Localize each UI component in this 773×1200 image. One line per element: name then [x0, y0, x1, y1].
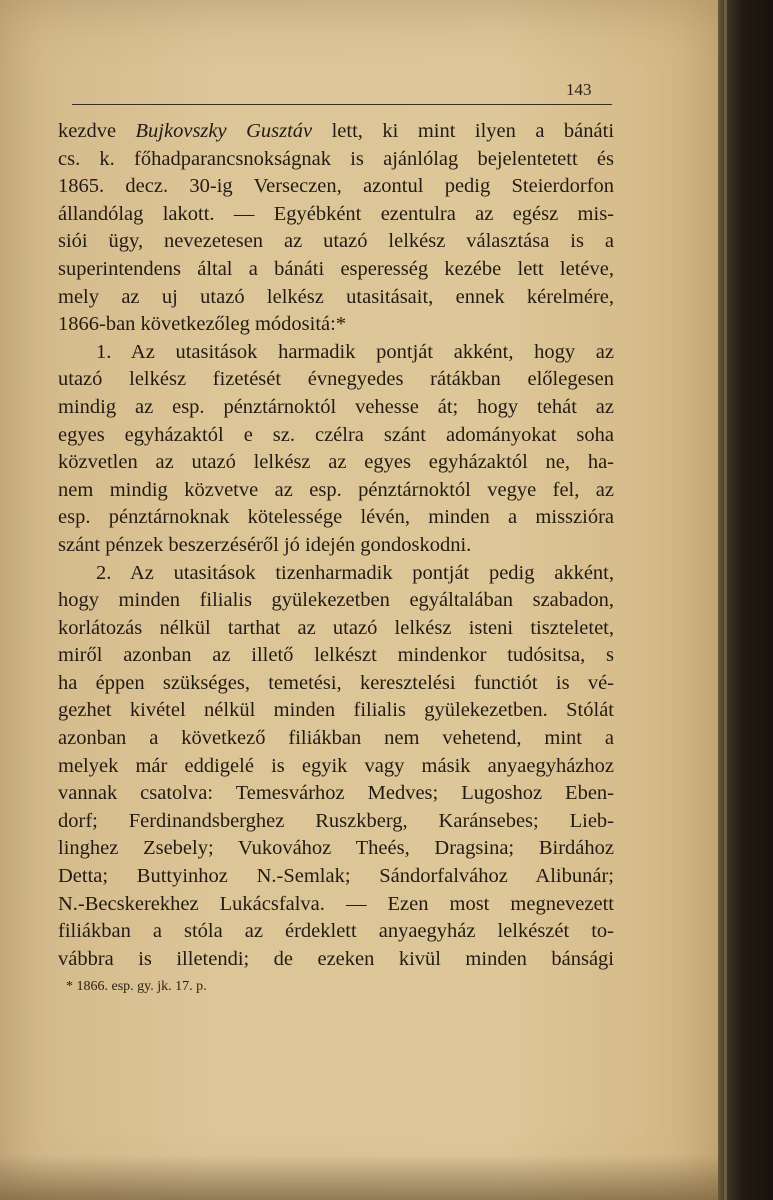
text-line: esp. pénztárnoknak kötelessége lévén, minden a misszióra	[58, 506, 614, 529]
text-line: cs. k. főhadparancsnokságnak is ajánlólag bejelentetett és	[58, 147, 614, 170]
text-line: superintendens által a bánáti esperesség kezébe lett letéve,	[58, 257, 614, 280]
text-line: vannak csatolva: Temesvárhoz Medves; Lugoshoz Eben-	[58, 782, 614, 805]
text-line: gezhet kivétel nélkül minden filialis gyülekezetben. Stólát	[58, 699, 614, 722]
text-line: linghez Zsebely; Vukovához Theés, Dragsina; Birdához	[58, 837, 614, 860]
text-line: mely az uj utazó lelkész utasitásait, ennek kérelmére,	[58, 285, 614, 308]
page-bottom-edge	[0, 1155, 718, 1200]
text-line: 2. Az utasitások tizenharmadik pontját pedig akként,	[96, 561, 614, 584]
line-end: lett, ki mint ilyen a bánáti	[312, 120, 615, 142]
text-line: állandólag lakott. — Egyébként ezentulra az egész mis-	[58, 202, 614, 225]
text-line: korlátozás nélkül tarthat az utazó lelkész isteni tiszteletet,	[58, 616, 614, 639]
text-line: közvetlen az utazó lelkész az egyes egyházaktól ne, ha-	[58, 451, 614, 474]
book-binding	[718, 0, 773, 1200]
header-rule	[72, 104, 612, 105]
text-line: Detta; Buttyinhoz N.-Semlak; Sándorfalvához Alibunár;	[58, 865, 614, 888]
text-line: ha éppen szükséges, temetési, keresztelési functiót is vé-	[58, 671, 614, 694]
text-line: filiákban a stóla az érdeklett anyaegyház lelkészét to-	[58, 920, 614, 943]
page-number: 143	[566, 80, 592, 99]
line-start: kezdve	[58, 120, 136, 142]
text-line	[58, 118, 614, 146]
text-line: egyes egyházaktól e sz. czélra szánt adományokat soha	[58, 423, 614, 446]
text-line: N.-Becskerekhez Lukácsfalva. — Ezen most megnevezett	[58, 892, 614, 915]
text-line: mindig az esp. pénztárnoktól vehesse át; hogy tehát az	[58, 395, 614, 418]
text-line: utazó lelkész fizetését évnegyedes rátákban előlegesen	[58, 368, 614, 391]
text-line: melyek már eddigelé is egyik vagy másik anyaegyházhoz	[58, 754, 614, 777]
text-line: szánt pénzek beszerzéséről jó idején gondoskodni.	[58, 533, 472, 556]
body-text	[58, 118, 614, 973]
footnote: * 1866. esp. gy. jk. 17. p.	[66, 979, 207, 994]
italic-name: Bujkovszky Gusztáv	[135, 120, 313, 142]
text-line: dorf; Ferdinandsberghez Ruszkberg, Karánsebes; Lieb-	[58, 809, 614, 832]
text-line: vábbra is illetendi; de ezeken kivül minden bánsági	[58, 947, 614, 970]
text-line: 1865. decz. 30-ig Verseczen, azontul pedig Steierdorfon	[58, 175, 614, 198]
text-line: azonban a következő filiákban nem vehetend, mint a	[58, 727, 614, 750]
text-line: 1. Az utasitások harmadik pontját akként, hogy az	[96, 340, 614, 363]
text-line: 1866-ban következőleg módositá:*	[58, 313, 347, 336]
text-line: hogy minden filialis gyülekezetben egyáltalában szabadon,	[58, 589, 614, 612]
text-line: nem mindig közvetve az esp. pénztárnoktól vegye fel, az	[58, 478, 614, 501]
text-line: siói ügy, nevezetesen az utazó lelkész választása is a	[58, 230, 614, 253]
text-line: miről azonban az illető lelkészt mindenkor tudósitsa, s	[58, 644, 614, 667]
